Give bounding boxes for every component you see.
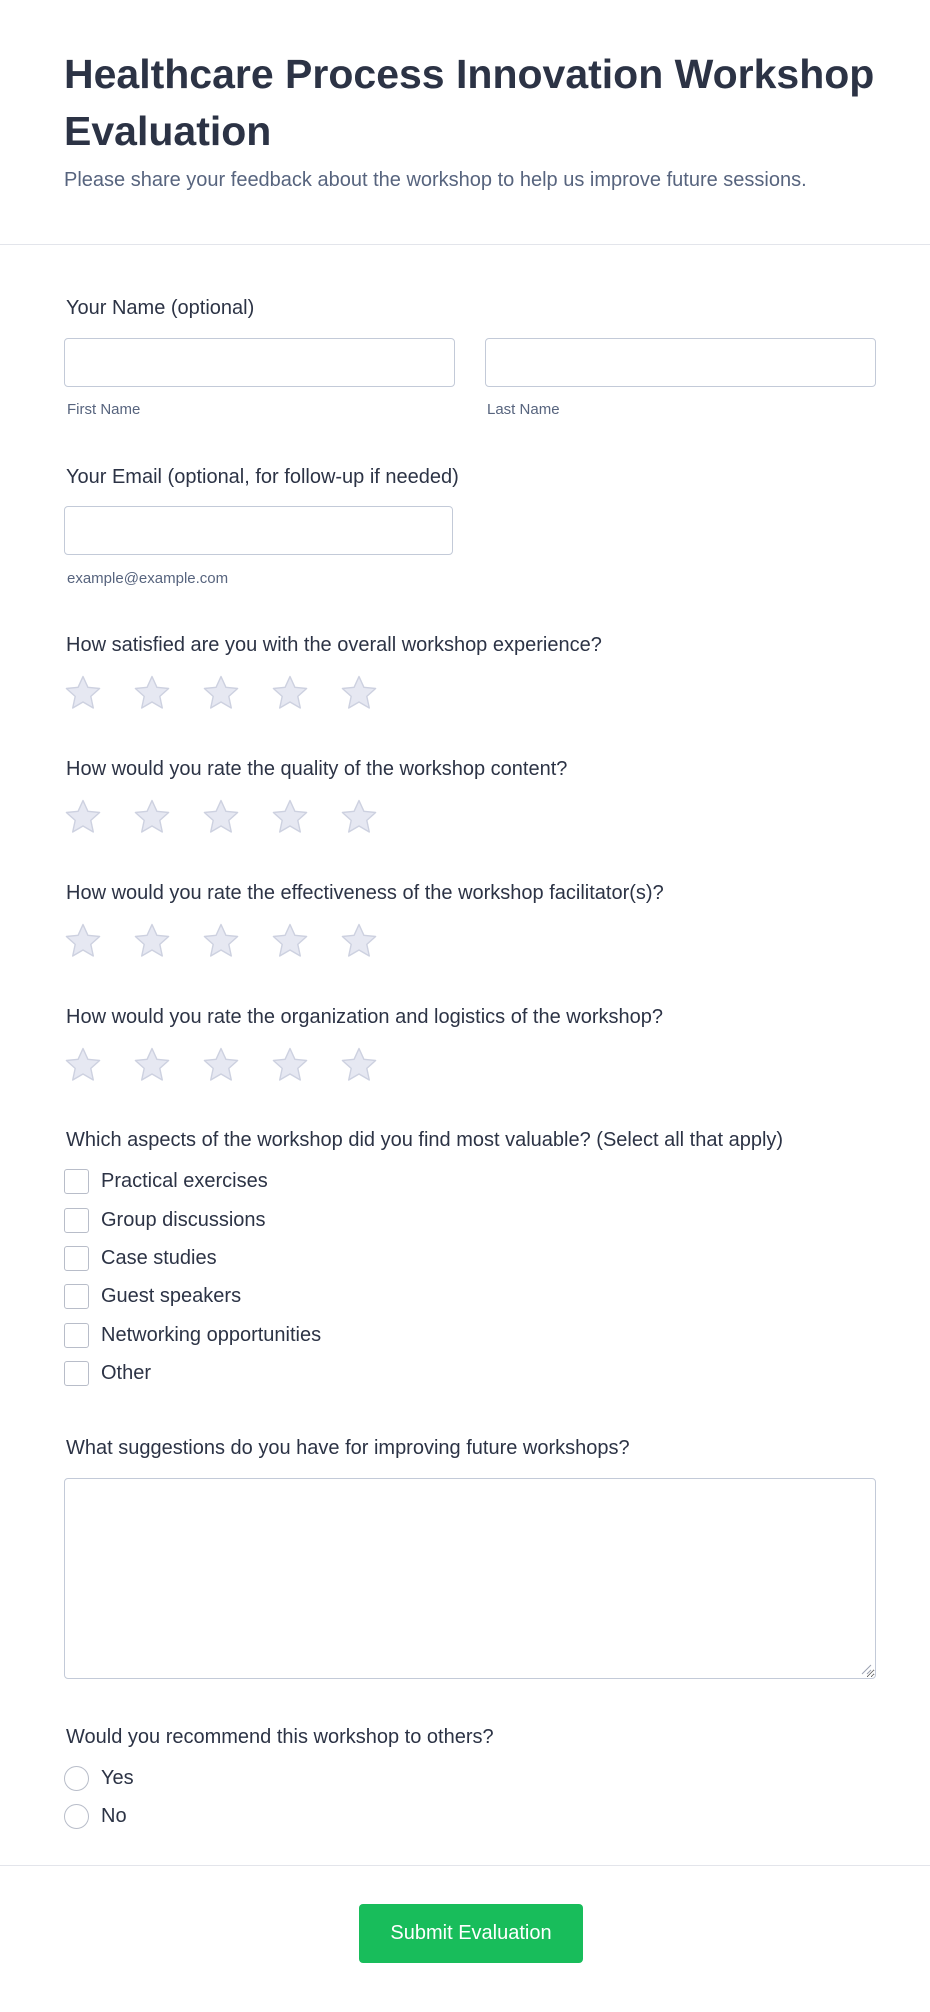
email-input[interactable] (64, 506, 453, 555)
footer-divider (0, 1865, 930, 1866)
checkbox-label: Guest speakers (101, 1285, 242, 1307)
star-icon[interactable] (339, 797, 379, 837)
star-icon[interactable] (201, 797, 241, 837)
suggestions-label: What suggestions do you have for improving future workshops? (66, 1437, 630, 1459)
checkbox[interactable] (64, 1284, 89, 1309)
page-title: Healthcare Process Innovation Workshop Evaluation (64, 51, 875, 154)
recommend-label: Would you recommend this workshop to others? (66, 1726, 494, 1748)
email-sublabel: example@example.com (67, 570, 229, 587)
star-icon[interactable] (201, 1045, 241, 1085)
radio-option-yes[interactable] (64, 1766, 564, 1792)
first-name-input[interactable] (64, 338, 455, 387)
star-icon[interactable] (270, 673, 310, 713)
star-icon[interactable] (132, 797, 172, 837)
star-icon[interactable] (270, 1045, 310, 1085)
checkbox-label: Networking opportunities (101, 1324, 322, 1346)
star-icon[interactable] (339, 921, 379, 961)
form-header (0, 0, 930, 245)
checkbox-label: Case studies (101, 1247, 217, 1269)
checkbox[interactable] (64, 1323, 89, 1348)
name-label: Your Name (optional) (66, 297, 255, 319)
star-icon[interactable] (201, 673, 241, 713)
radio-label: No (101, 1805, 127, 1827)
rating-label-content: How would you rate the quality of the workshop content? (66, 758, 568, 780)
star-rating-logistics (63, 1045, 393, 1085)
radio-label: Yes (101, 1767, 134, 1789)
star-icon[interactable] (132, 921, 172, 961)
star-icon[interactable] (132, 673, 172, 713)
checkbox-option-other[interactable] (64, 1361, 564, 1387)
email-label: Your Email (optional, for follow-up if needed) (66, 466, 459, 488)
checkbox-label: Group discussions (101, 1209, 266, 1231)
checkbox[interactable] (64, 1208, 89, 1233)
star-icon[interactable] (63, 673, 103, 713)
star-icon[interactable] (63, 921, 103, 961)
first-name-sublabel: First Name (67, 401, 141, 418)
star-icon[interactable] (63, 797, 103, 837)
rating-label-facilitator: How would you rate the effectiveness of the workshop facilitator(s)? (66, 882, 664, 904)
radio-button[interactable] (64, 1766, 89, 1791)
star-rating-overall (63, 673, 393, 713)
star-icon[interactable] (270, 797, 310, 837)
checkbox[interactable] (64, 1246, 89, 1271)
checkbox-label: Practical exercises (101, 1170, 268, 1192)
star-icon[interactable] (339, 1045, 379, 1085)
checkbox[interactable] (64, 1361, 89, 1386)
suggestions-textarea[interactable] (64, 1478, 876, 1679)
last-name-input[interactable] (485, 338, 876, 387)
valuable-aspects-label: Which aspects of the workshop did you find most valuable? (Select all that apply) (66, 1129, 784, 1151)
star-icon[interactable] (270, 921, 310, 961)
star-rating-content (63, 797, 393, 837)
radio-button[interactable] (64, 1804, 89, 1829)
last-name-sublabel: Last Name (487, 401, 560, 418)
checkbox-option-case-studies[interactable] (64, 1246, 564, 1272)
checkbox-option-group-discussions[interactable] (64, 1208, 564, 1234)
star-icon[interactable] (339, 673, 379, 713)
star-icon[interactable] (132, 1045, 172, 1085)
checkbox-option-guest-speakers[interactable] (64, 1284, 564, 1310)
checkbox-option-networking-opportunities[interactable] (64, 1323, 564, 1349)
star-icon[interactable] (201, 921, 241, 961)
radio-option-no[interactable] (64, 1804, 564, 1830)
checkbox-option-practical-exercises[interactable] (64, 1169, 564, 1195)
checkbox[interactable] (64, 1169, 89, 1194)
rating-label-overall: How satisfied are you with the overall workshop experience? (66, 634, 602, 656)
star-icon[interactable] (63, 1045, 103, 1085)
rating-label-logistics: How would you rate the organization and logistics of the workshop? (66, 1006, 664, 1028)
star-rating-facilitator (63, 921, 393, 961)
checkbox-label: Other (101, 1362, 152, 1384)
page-subtitle: Please share your feedback about the workshop to help us improve future sessions. (64, 169, 807, 191)
submit-button[interactable]: Submit Evaluation (359, 1904, 583, 1963)
